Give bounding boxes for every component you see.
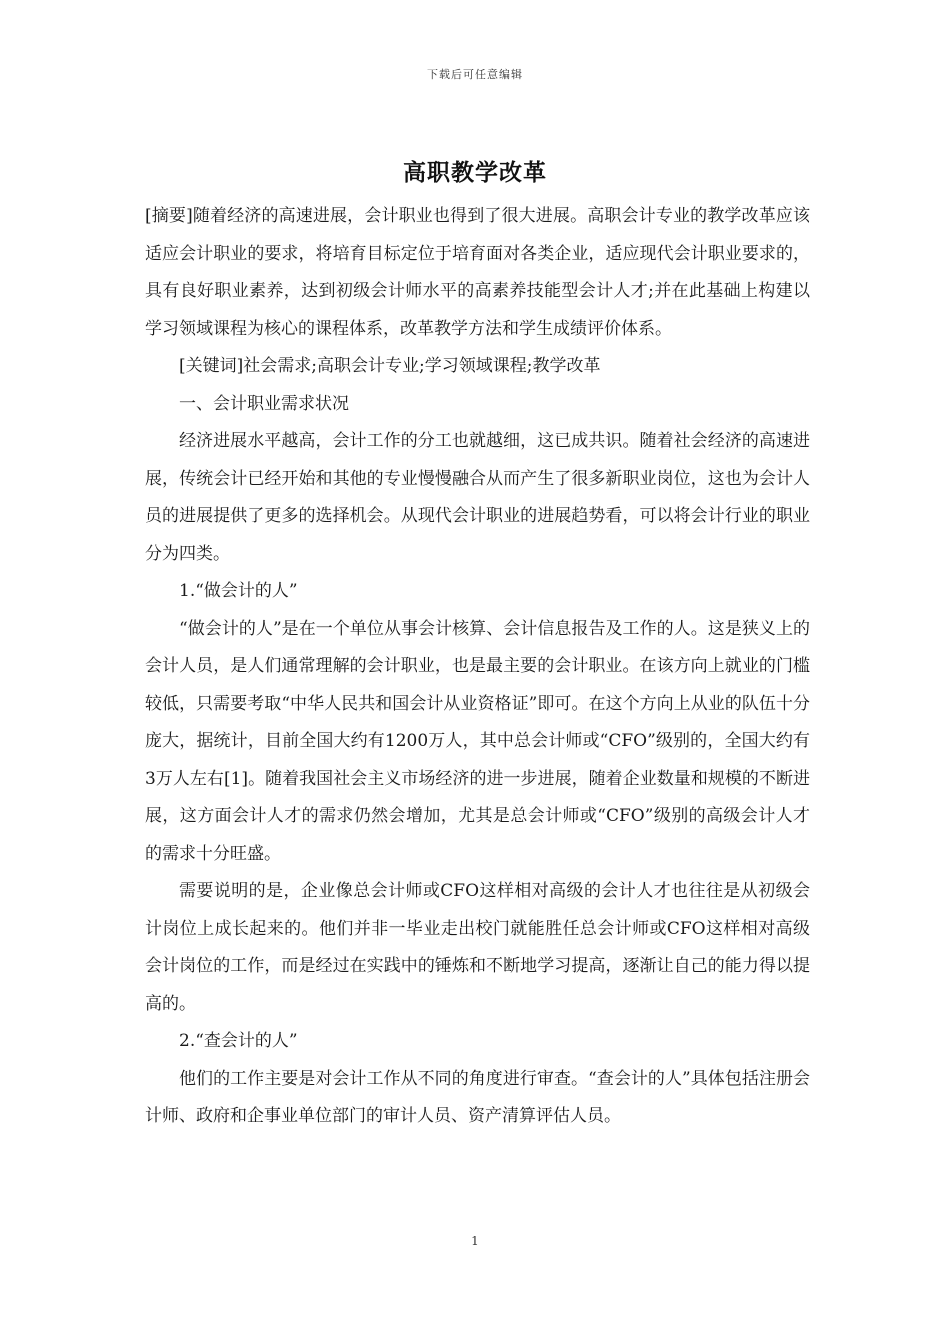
page-number: 1 [471, 1234, 479, 1248]
keywords-paragraph: [关键词]社会需求;高职会计专业;学习领域课程;教学改革 [179, 356, 601, 376]
body-paragraph: 经济进展水平越高，会计工作的分工也就越细，这已成共识。随着社会经济的高速进展，传统会计已经开始和其他的专业慢慢融合从而产生了很多新职业岗位，这也为会计人员的进展提供了更多的选择机会。从现代会计职业的进展趋势看，可以将会计行业的职业分为四类。 [145, 431, 810, 564]
section-heading: 一、会计职业需求状况 [179, 393, 349, 414]
body-paragraph: 需要说明的是，企业像总会计师或CFO这样相对高级的会计人才也往往是从初级会计岗位上成长起来的。他们并非一毕业走出校门就能胜任总会计师或CFO这样相对高级会计岗位的工作，而是经过在实践中的锤炼和不断地学习提高，逐渐让自己的能力得以提高的。 [145, 881, 810, 1014]
body-paragraph: 他们的工作主要是对会计工作从不同的角度进行审查。“查会计的人”具体包括注册会计师、政府和企事业单位部门的审计人员、资产清算评估人员。 [145, 1068, 810, 1126]
subsection-heading: 2.“查会计的人” [179, 1031, 298, 1051]
document-title: 高职教学改革 [403, 159, 547, 186]
document-body [145, 198, 810, 1136]
body-paragraph: “做会计的人”是在一个单位从事会计核算、会计信息报告及工作的人。这是狭义上的会计人员，是人们通常理解的会计职业，也是最主要的会计职业。在该方向上就业的门槛较低，只需要考取“中华人民共和国会计从业资格证”即可。在这个方向上从业的队伍十分庞大，据统计，目前全国大约有1200万人，其中总会计师或“CFO”级别的，全国大约有3万人左右[1]。随着我国社会主义市场经济的进一步进展，随着企业数量和规模的不断进展，这方面会计人才的需求仍然会增加，尤其是总会计师或“CFO”级别的高级会计人才的需求十分旺盛。 [145, 618, 810, 864]
page-header-note: 下载后可任意编辑 [427, 68, 523, 81]
subsection-heading: 1.“做会计的人” [179, 581, 298, 601]
abstract-paragraph: [摘要]随着经济的高速进展，会计职业也得到了很大进展。高职会计专业的教学改革应该适应会计职业的要求，将培育目标定位于培育面对各类企业，适应现代会计职业要求的，具有良好职业素养，达到初级会计师水平的高素养技能型会计人才;并在此基础上构建以学习领域课程为核心的课程体系，改革教学方法和学生成绩评价体系。 [145, 206, 810, 339]
